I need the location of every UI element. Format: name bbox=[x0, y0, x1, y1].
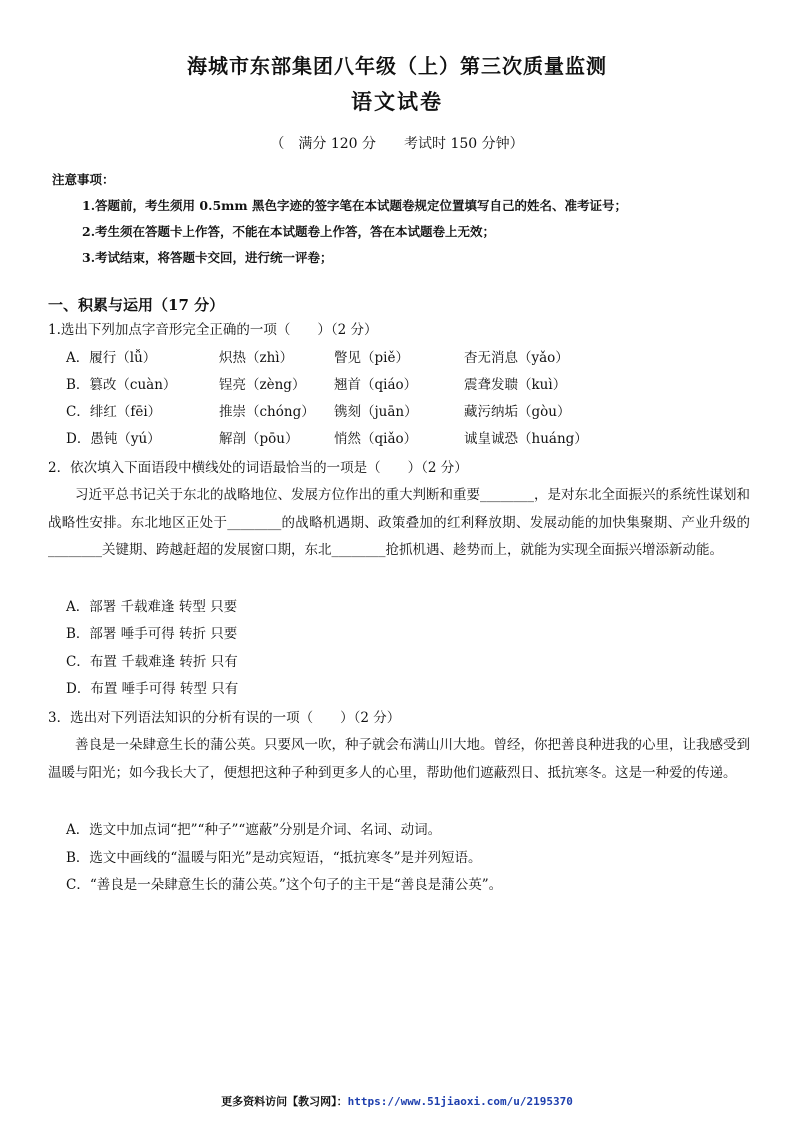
question-2-option-c: C．布置 千载难逢 转折 只有 bbox=[66, 654, 238, 670]
exam-subtitle: 语文试卷 bbox=[351, 89, 443, 114]
option-cell: 震聋发聩（kuì） bbox=[464, 377, 567, 393]
option-cell: 炽热（zhì） bbox=[219, 350, 294, 366]
question-3-option-b: B．选文中画线的“温暖与阳光”是动宾短语，“抵抗寒冬”是并列短语。 bbox=[66, 850, 482, 866]
option-cell: 杳无消息（yǎo） bbox=[464, 350, 569, 366]
option-cell: 推崇（chóng） bbox=[219, 404, 315, 420]
option-cell: 翘首（qiáo） bbox=[334, 377, 418, 393]
option-cell: 镌刻（juān） bbox=[334, 404, 418, 420]
question-2-option-a: A．部署 千载难逢 转型 只要 bbox=[66, 599, 238, 615]
notice-item: 3.考试结束，将答题卡交回，进行统一评卷； bbox=[82, 250, 333, 265]
option-cell: 瞥见（piě） bbox=[334, 350, 409, 366]
question-2-passage: 习近平总书记关于东北的战略地位、发展方位作出的重大判断和重要________，是对东北全面振兴的系统性谋划和战略性安排。东北地区正处于________的战略机遇期、政策叠加的红利释放期、发展动能的加快集聚期、产业升级的________关键期、跨越赶超的发展窗口期，东北________抢抓机遇、趁势而上，就能为实现全面振兴增添新动能。 bbox=[48, 487, 750, 558]
question-3-option-c: C．“善良是一朵肆意生长的蒲公英。”这个句子的主干是“善良是蒲公英”。 bbox=[66, 877, 503, 893]
question-1-option-a bbox=[66, 346, 706, 366]
exam-title: 海城市东部集团八年级（上）第三次质量监测 bbox=[187, 54, 607, 78]
option-cell: 诚皇诚恐（huáng） bbox=[464, 431, 588, 447]
notice-item: 2.考生须在答题卡上作答，不能在本试题卷上作答，答在本试题卷上无效； bbox=[82, 224, 496, 239]
notice-item: 1.答题前，考生须用 0.5mm 黑色字迹的签字笔在本试题卷规定位置填写自己的姓名、准考证号； bbox=[82, 198, 627, 213]
question-1-stem: 1.选出下列加点字音形完全正确的一项（ ）（2 分） bbox=[48, 322, 378, 338]
option-cell: 解剖（pōu） bbox=[219, 431, 299, 447]
section-heading: 一、积累与运用（17 分） bbox=[48, 296, 225, 314]
exam-info: （ 满分 120 分 考试时 150 分钟） bbox=[270, 136, 524, 152]
question-3-passage: 善良是一朵肆意生长的蒲公英。只要风一吹，种子就会布满山川大地。曾经，你把善良种进我的心里，让我感受到温暖与阳光；如今我长大了，便想把这种子种到更多人的心里，帮助他们遮蔽烈日、抵抗寒冬。这是一种爱的传递。 bbox=[48, 737, 750, 781]
option-cell: 悄然（qiǎo） bbox=[334, 431, 418, 447]
question-2-stem: 2．依次填入下面语段中横线处的词语最恰当的一项是（ ）（2 分） bbox=[48, 460, 468, 476]
footer bbox=[0, 1093, 794, 1109]
option-cell: A．履行（lǚ） bbox=[66, 350, 157, 366]
option-cell: 藏污纳垢（gòu） bbox=[464, 404, 571, 420]
option-cell: B．篡改（cuàn） bbox=[66, 377, 177, 393]
question-1-option-c bbox=[66, 400, 706, 420]
footer-link[interactable]: https://www.51jiaoxi.com/u/2195370 bbox=[347, 1095, 573, 1108]
question-1-option-d bbox=[66, 427, 706, 447]
option-cell: 锃亮（zèng） bbox=[219, 377, 306, 393]
option-cell: C．绯红（fēi） bbox=[66, 404, 162, 420]
question-1-option-b bbox=[66, 373, 706, 393]
question-2-option-b: B．部署 唾手可得 转折 只要 bbox=[66, 626, 238, 642]
question-3-option-a: A．选文中加点词“把”“种子”“遮蔽”分别是介词、名词、动词。 bbox=[66, 822, 442, 838]
footer-prefix: 更多资料访问【教习网】： bbox=[221, 1095, 348, 1108]
notice-heading: 注意事项： bbox=[52, 172, 115, 187]
question-3-stem: 3．选出对下列语法知识的分析有误的一项（ ）（2 分） bbox=[48, 710, 401, 726]
option-cell: D．愚钝（yú） bbox=[66, 431, 161, 447]
question-2-option-d: D．布置 唾手可得 转型 只有 bbox=[66, 681, 239, 697]
